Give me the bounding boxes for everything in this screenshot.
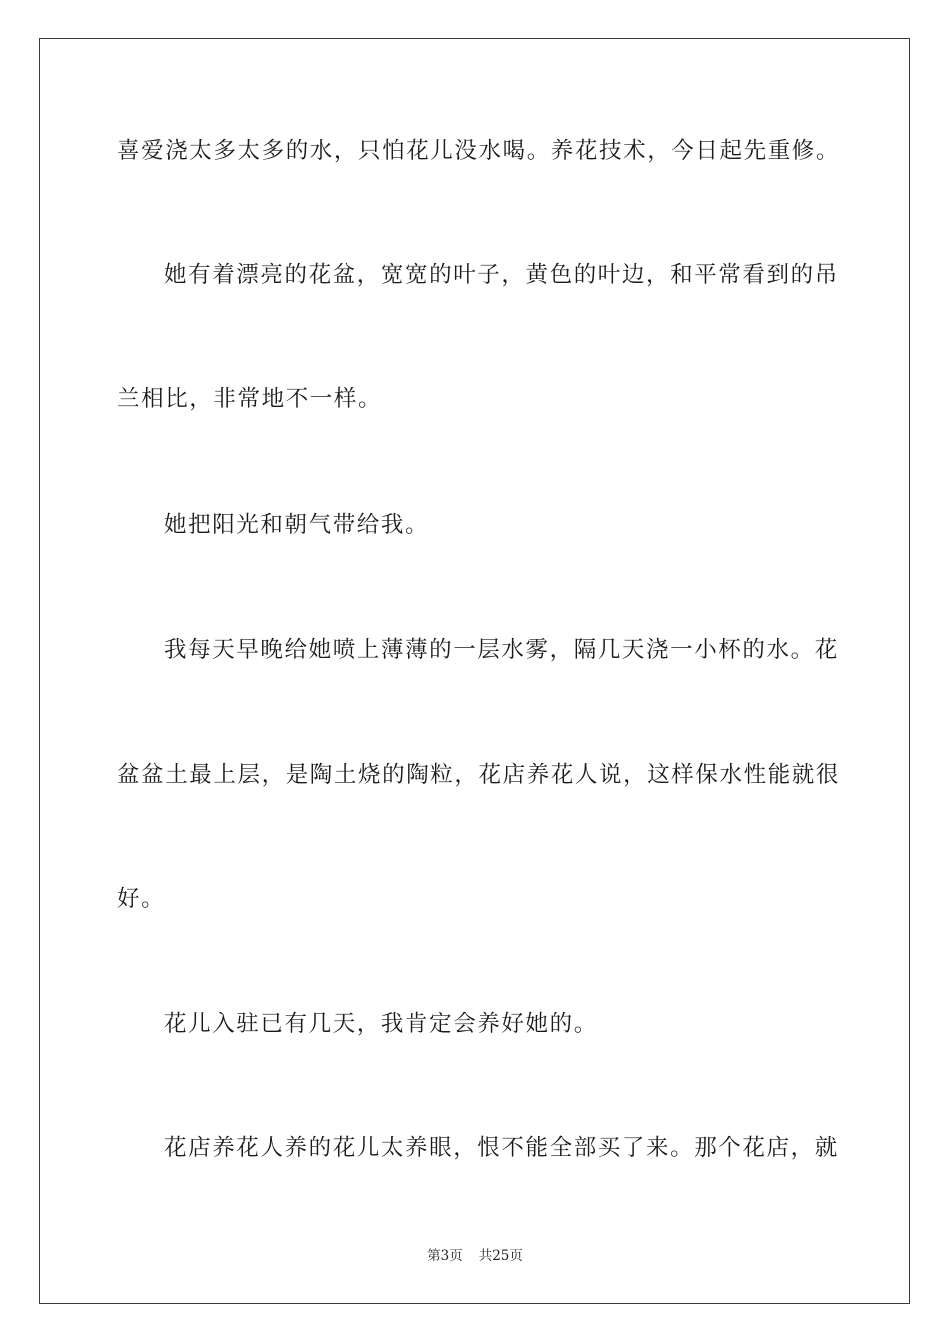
paragraph-line: 喜爱浇太多太多的水，只怕花儿没水喝。养花技术，今日起先重修。 xyxy=(117,138,841,164)
paragraph-line: 她有着漂亮的花盆，宽宽的叶子，黄色的叶边，和平常看到的吊 xyxy=(164,262,839,288)
paragraph-line: 兰相比，非常地不一样。 xyxy=(117,386,383,412)
page-border xyxy=(39,38,910,1304)
paragraph-line: 花店养花人养的花儿太养眼，恨不能全部买了来。那个花店，就 xyxy=(164,1135,839,1161)
paragraph-line: 好。 xyxy=(117,886,166,912)
paragraph-line: 她把阳光和朝气带给我。 xyxy=(164,512,430,538)
page-footer xyxy=(0,1247,950,1265)
paragraph-line: 盆盆土最上层，是陶土烧的陶粒，花店养花人说，这样保水性能就很 xyxy=(117,762,841,788)
paragraph-line: 我每天早晚给她喷上薄薄的一层水雾，隔几天浇一小杯的水。花 xyxy=(164,637,839,663)
paragraph-line: 花儿入驻已有几天，我肯定会养好她的。 xyxy=(164,1011,598,1037)
page-total: 共25页 xyxy=(478,1248,523,1264)
page-number: 第3页 xyxy=(427,1248,463,1264)
